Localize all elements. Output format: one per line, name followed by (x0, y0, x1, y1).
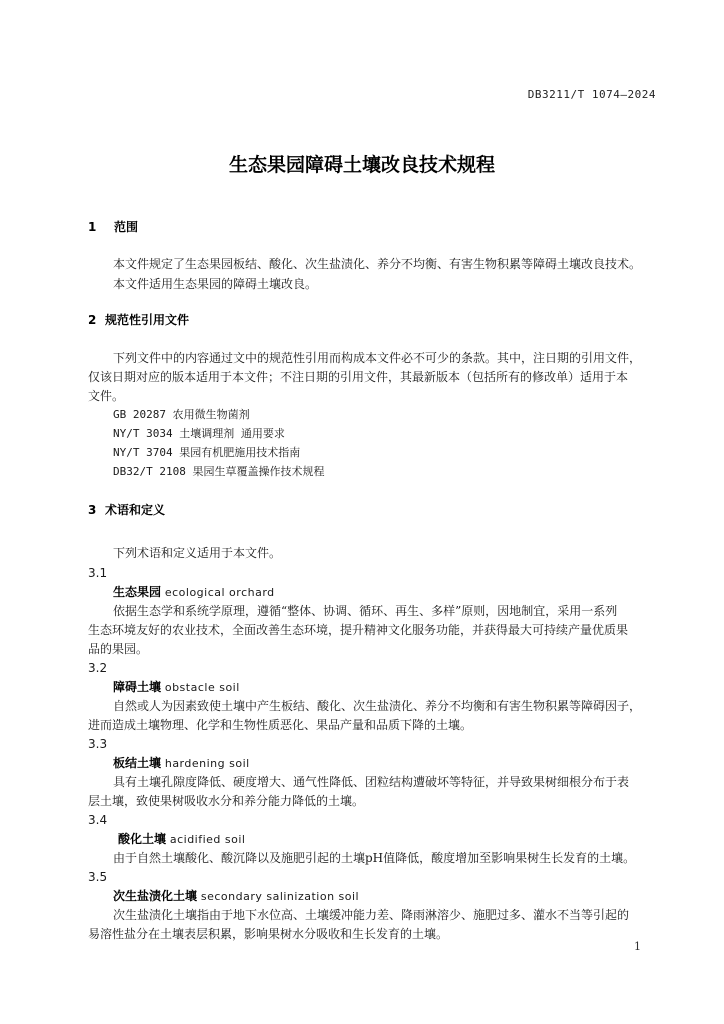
clause-number: 3.2 (88, 661, 108, 675)
standard-code: DB3211/T 1074—2024 (527, 88, 656, 101)
section-title: 术语和定义 (105, 503, 166, 517)
term-chinese: 次生盐渍化土壤 (113, 889, 198, 903)
term-entry (113, 584, 275, 601)
term-english: obstacle soil (164, 681, 240, 694)
page-number: 1 (634, 940, 641, 953)
section-number: 3 (88, 503, 97, 517)
normative-reference: NY/T 3704 果园有机肥施用技术指南 (113, 446, 301, 459)
clause-number: 3.3 (88, 737, 108, 751)
definition-line: 品的果园。 (88, 642, 149, 656)
definition-line: 由于自然土壤酸化、酸沉降以及施肥引起的土壤pH值降低，酸度增加至影响果树生长发育的土壤。 (113, 851, 636, 865)
term-chinese: 生态果园 (113, 585, 162, 599)
definition-line: 易溶性盐分在土壤表层积累，影响果树水分吸收和生长发育的土壤。 (88, 927, 449, 941)
term-english: acidified soil (169, 833, 246, 846)
section-3-heading (88, 502, 165, 518)
section-2-heading (88, 312, 189, 328)
definition-line: 生态环境友好的农业技术，全面改善生态环境，提升精神文化服务功能，并获得最大可持续产量优质果 (88, 623, 629, 637)
paragraph: 下列术语和定义适用于本文件。 (113, 546, 282, 560)
term-english: hardening soil (164, 757, 250, 770)
term-entry (113, 888, 359, 905)
normative-reference: DB32/T 2108 果园生草覆盖操作技术规程 (113, 465, 325, 478)
term-entry (113, 755, 250, 772)
term-chinese: 酸化土壤 (118, 832, 167, 846)
normative-reference: NY/T 3034 土壤调理剂 通用要求 (113, 427, 285, 440)
paragraph: 本文件规定了生态果园板结、酸化、次生盐渍化、养分不均衡、有害生物积累等障碍土壤改良技术。 (113, 257, 642, 271)
paragraph-line: 文件。 (88, 389, 125, 403)
paragraph-line: 仅该日期对应的版本适用于本文件；不注日期的引用文件，其最新版本（包括所有的修改单）适用于本 (88, 370, 629, 384)
section-title: 范围 (114, 220, 139, 234)
definition-line: 具有土壤孔隙度降低、硬度增大、通气性降低、团粒结构遭破坏等特征，并导致果树细根分布于表 (113, 775, 630, 789)
clause-number: 3.1 (88, 566, 108, 580)
clause-number: 3.4 (88, 813, 108, 827)
normative-reference: GB 20287 农用微生物菌剂 (113, 408, 250, 421)
section-1-heading (88, 219, 138, 235)
term-english: secondary salinization soil (200, 890, 360, 903)
definition-line: 次生盐渍化土壤指由于地下水位高、土壤缓冲能力差、降雨淋溶少、施肥过多、灌水不当等引起的 (113, 908, 630, 922)
term-entry (113, 679, 240, 696)
definition-line: 依据生态学和系统学原理，遵循“整体、协调、循环、再生、多样”原则，因地制宜，采用一系列 (113, 604, 618, 618)
term-english: ecological orchard (164, 586, 275, 599)
section-number: 1 (88, 220, 97, 234)
paragraph: 本文件适用生态果园的障碍土壤改良。 (113, 277, 318, 291)
paragraph-line: 下列文件中的内容通过文中的规范性引用而构成本文件必不可少的条款。其中，注日期的引用文件， (113, 351, 642, 365)
term-chinese: 障碍土壤 (113, 680, 162, 694)
definition-line: 自然或人为因素致使土壤中产生板结、酸化、次生盐渍化、养分不均衡和有害生物积累等障碍因子， (113, 699, 642, 713)
term-entry (118, 831, 245, 848)
document-title: 生态果园障碍土壤改良技术规程 (228, 154, 495, 176)
term-chinese: 板结土壤 (113, 756, 162, 770)
clause-number: 3.5 (88, 870, 108, 884)
section-number: 2 (88, 313, 97, 327)
definition-line: 层土壤，致使果树吸收水分和养分能力降低的土壤。 (88, 794, 365, 808)
definition-line: 进而造成土壤物理、化学和生物性质恶化、果品产量和品质下降的土壤。 (88, 718, 473, 732)
section-title: 规范性引用文件 (105, 313, 190, 327)
